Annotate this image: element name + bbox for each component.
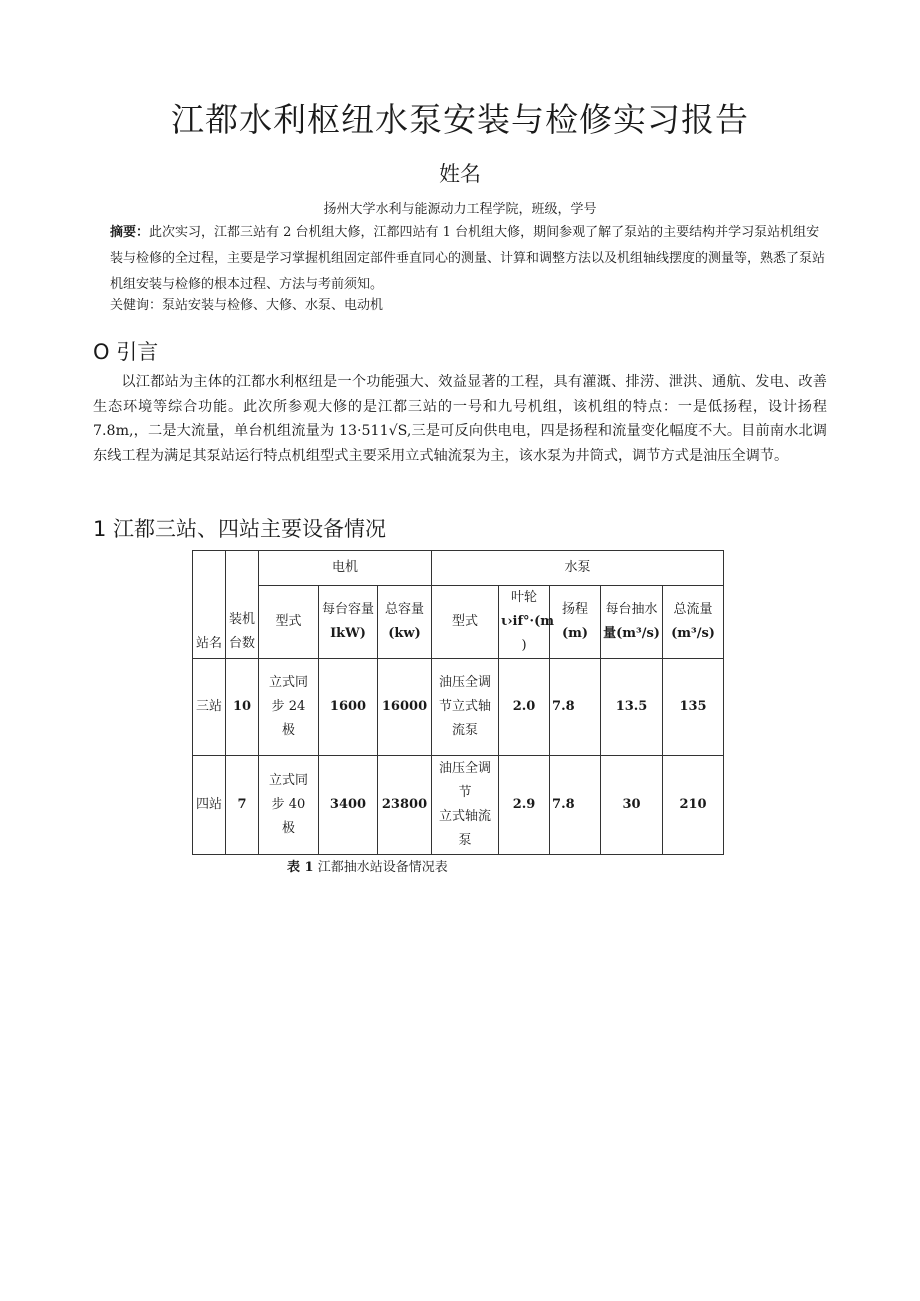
- cell-total-capacity: 23800: [378, 756, 432, 855]
- cell-motor-type: 立式同 步 24 极: [259, 659, 319, 756]
- header-units: 装机台数: [226, 551, 259, 659]
- document-title: 江都水利枢纽水泵安装与检修实习报告: [171, 100, 749, 139]
- cell-blade: 2.9: [499, 756, 550, 855]
- cell-station: 三站: [193, 659, 226, 756]
- keywords-text: 泵站安装与检修、大修、水泵、电动机: [162, 298, 384, 313]
- abstract-text: 此次实习，江都三站有 2 台机组大修，江都四站有 1 台机组大修，期间参观了解了泵站的主要结构并学习泵站机组安装与检修的全过程，主要是学习掌握机组固定部件垂直同心的测量、计算和调整方法以及机组轴线摆度的测量等，熟悉了泵站机组安装与检修的根本过程、方法与考前须知。: [110, 225, 826, 292]
- keywords-label: 关健询：: [110, 298, 163, 313]
- header-total-capacity: 总容量 (kw): [378, 586, 432, 659]
- cell-pump-type: 油压全调 节 立式轴流 泵: [432, 756, 499, 855]
- cell-total-capacity: 16000: [378, 659, 432, 756]
- introduction-paragraph: 以江都站为主体的江都水利枢纽是一个功能强大、效益显著的工程，具有灌溉、排涝、泄洪、通航、发电、改善生态环境等综合功能。此次所参观大修的是江都三站的一号和九号机组，该机组的特点：一是低扬程，设计扬程 7.8m,，二是大流量，单台机组流量为 13·511√S,三是可反向供电电，四是扬程和流量变化幅度不大。目前南水北调东线工程为满足其泵站运行特点机组型式主要采用立式轴流泵为主，该水泵为井筒式，调节方式是油压全调节。: [93, 374, 827, 464]
- cell-head: 7.8: [550, 659, 601, 756]
- cell-total-flow: 210: [663, 756, 724, 855]
- section-heading-introduction: O 引言: [93, 340, 159, 364]
- header-total-flow: 总流量 (m³/s): [663, 586, 724, 659]
- cell-motor-type: 立式同 步 40 极: [259, 756, 319, 855]
- header-group-pump: 水泵: [432, 551, 724, 586]
- table-row: [193, 756, 724, 855]
- header-blade: 叶轮 ι›if°·(m ): [499, 586, 550, 659]
- cell-pump-type: 油压全调 节立式轴 流泵: [432, 659, 499, 756]
- abstract: [110, 220, 826, 298]
- cell-station: 四站: [193, 756, 226, 855]
- table-header-row: [193, 586, 724, 659]
- section-heading-equipment: 1 江都三站、四站主要设备情况: [93, 517, 387, 541]
- author-affiliation: 扬州大学水利与能源动力工程学院，班级，学号: [323, 202, 597, 217]
- cell-blade: 2.0: [499, 659, 550, 756]
- equipment-table: [192, 550, 724, 855]
- table-caption: [287, 856, 448, 875]
- cell-unit-flow: 13.5: [601, 659, 663, 756]
- cell-total-flow: 135: [663, 659, 724, 756]
- cell-unit-flow: 30: [601, 756, 663, 855]
- cell-head: 7.8: [550, 756, 601, 855]
- header-group-motor: 电机: [259, 551, 432, 586]
- header-head: 扬程 (m): [550, 586, 601, 659]
- author-name: 姓名: [439, 162, 481, 186]
- table-caption-number: 表 1: [287, 860, 314, 875]
- header-unit-flow: 每台抽水 量(m³/s): [601, 586, 663, 659]
- header-unit-capacity: 每台容量 IkW): [319, 586, 378, 659]
- table-header-row: [193, 551, 724, 586]
- header-station: 站名: [193, 551, 226, 659]
- header-pump-type: 型式: [432, 586, 499, 659]
- header-motor-type: 型式: [259, 586, 319, 659]
- cell-unit-capacity: 3400: [319, 756, 378, 855]
- table-caption-text: 江都抽水站设备情况表: [313, 860, 448, 875]
- cell-unit-capacity: 1600: [319, 659, 378, 756]
- cell-units: 10: [226, 659, 259, 756]
- table-row: [193, 659, 724, 756]
- abstract-label: 摘要：: [110, 225, 150, 240]
- cell-units: 7: [226, 756, 259, 855]
- keywords: [110, 293, 826, 319]
